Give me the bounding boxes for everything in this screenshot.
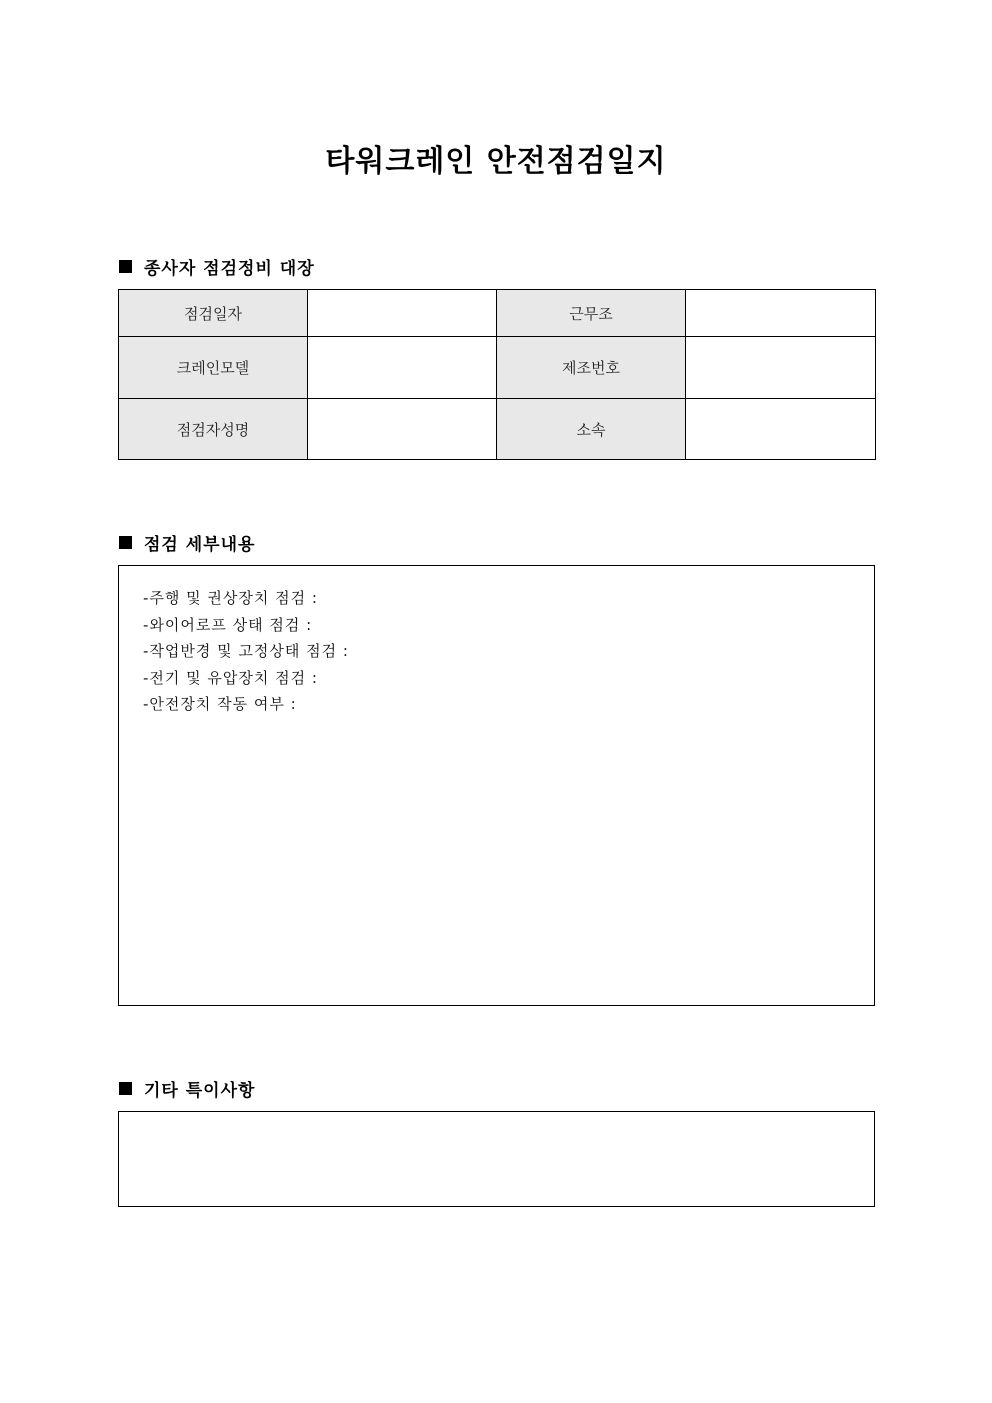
- checklist-item: -와이어로프 상태 점검 :: [143, 615, 313, 634]
- label-inspection-date: 점검일자: [119, 290, 308, 337]
- inspector-name-field[interactable]: [308, 399, 497, 460]
- label-inspector-name: 점검자성명: [119, 399, 308, 460]
- document-title: 타워크레인 안전점검일지: [325, 144, 667, 179]
- table-row: [119, 399, 876, 460]
- inspection-details-box[interactable]: [118, 565, 875, 1006]
- checklist: [119, 566, 874, 718]
- section-heading-info: [119, 254, 315, 279]
- label-affiliation: 소속: [497, 399, 686, 460]
- section-heading-details: [119, 530, 255, 555]
- section-heading-remarks: [119, 1076, 255, 1101]
- shift-field[interactable]: [686, 290, 876, 337]
- checklist-item: -전기 및 유압장치 점검 :: [143, 668, 318, 687]
- label-serial-number: 제조번호: [497, 337, 686, 399]
- table-row: [119, 337, 876, 399]
- checklist-item: -작업반경 및 고정상태 점검 :: [143, 642, 349, 661]
- label-crane-model: 크레인모델: [119, 337, 308, 399]
- serial-number-field[interactable]: [686, 337, 876, 399]
- checklist-item: -주행 및 권상장치 점검 :: [143, 589, 318, 607]
- checklist-item: -안전장치 작동 여부 :: [143, 695, 297, 714]
- section-heading-text: 점검 세부내용: [144, 535, 256, 555]
- inspection-date-field[interactable]: [308, 290, 497, 337]
- square-bullet-icon: [119, 1082, 132, 1095]
- square-bullet-icon: [119, 260, 132, 273]
- remarks-box[interactable]: [118, 1111, 875, 1207]
- affiliation-field[interactable]: [686, 399, 876, 460]
- table-row: [119, 290, 876, 337]
- section-heading-text: 기타 특이사항: [144, 1081, 256, 1101]
- section-heading-text: 종사자 점검정비 대장: [144, 259, 315, 279]
- label-shift: 근무조: [497, 290, 686, 337]
- worker-info-table: [118, 289, 876, 460]
- crane-model-field[interactable]: [308, 337, 497, 399]
- square-bullet-icon: [119, 536, 132, 549]
